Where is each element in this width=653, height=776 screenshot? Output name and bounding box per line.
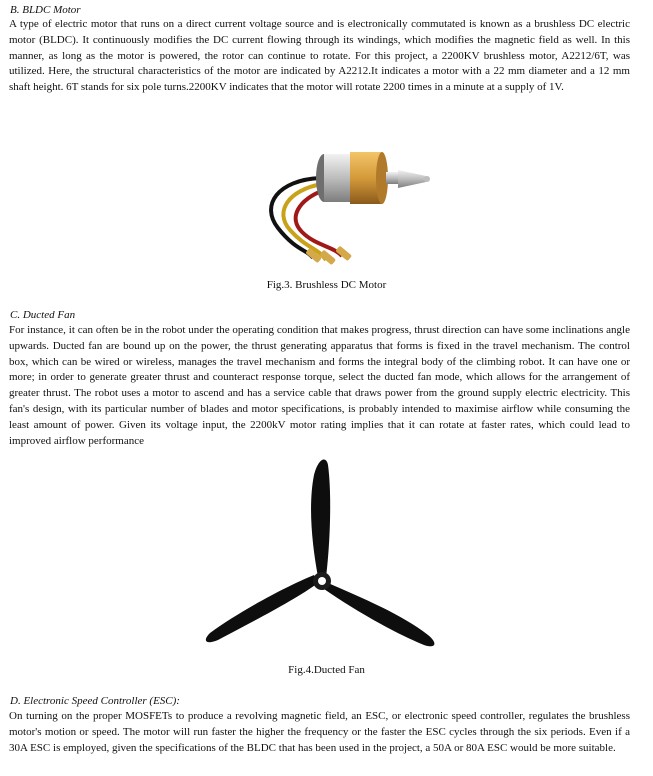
section-heading-ducted-fan: C. Ducted Fan	[10, 309, 76, 321]
section-heading-esc: D. Electronic Speed Controller (ESC):	[10, 695, 180, 707]
section-body-bldc-motor: A type of electric motor that runs on a direct current voltage source and is electronically commutated is known as a brushless DC electric motor (BLDC). It continuously modifies the DC current flowing through its windings, which modifies the magnetic field as well. In this manner, as long as the motor is powered, the rotor can continue to rotate. For this project, a 2200KV brushless motor, A2212/6T, was utilized. Here, the structural characteristics of the motor are indicated by A2212.It indicates a motor with a 22 mm diameter and a 12 mm shaft height. 6T stands for six pole turns.2200KV indicates that the motor will rotate 2200 times in a minute at a supply of 1V.	[9, 18, 630, 94]
propeller-image	[200, 455, 445, 650]
section-heading-bldc-motor: B. BLDC Motor	[10, 4, 81, 16]
bldc-motor-image	[238, 150, 438, 272]
section-body-esc: On turning on the proper MOSFETs to produce a revolving magnetic field, an ESC, or electronic speed controller, regulates the brushless motor's motion or speed. The motor will run faster the higher the frequency or the faster the ESC cycles through the six periods. Even if a 30A ESC is employed, given the specifications of the BLDC that has been used in the project, a 50A or 80A ESC would be more suitable.	[9, 710, 630, 754]
figure-caption-ducted-fan: Fig.4.Ducted Fan	[288, 664, 365, 676]
figure-caption-bldc-motor: Fig.3. Brushless DC Motor	[266, 279, 387, 291]
section-body-ducted-fan: For instance, it can often be in the robot under the operating condition that makes progress, thrust direction can have some inclinations angle upwards. Ducted fan are bound up on the power, the thrust generating apparatus that forms is fixed in the travel mechanism. The control box, which can be wired or wireless, manages the travel mechanism and forms the integral body of the climbing robot. It can have one or more; in order to generate greater thrust and counteract response torque, select the ducted fan mode, which allows for the arrangement of greater thrust. The robot uses a motor to ascend and has a service cable that draws power from the ground supply electric electricity. This fan's design, with its particular number of blades and motor specifications, is probably intended to maximise airflow while consuming the least amount of power. Given its voltage input, the 2200kV motor rating implies that it can rotate at faster rates, which could lead to improved airflow performance	[9, 324, 630, 447]
